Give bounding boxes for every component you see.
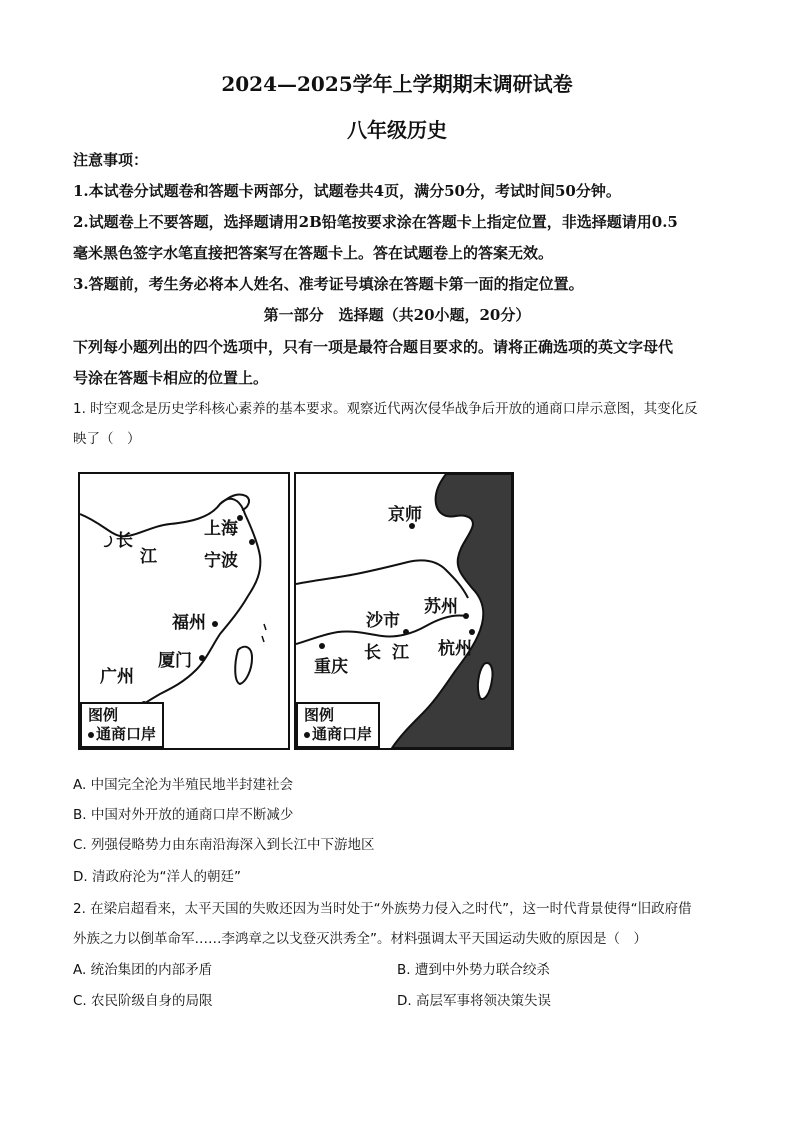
- map-1-label-fuzhou: 福州: [172, 613, 206, 633]
- q2-option-d: D. 高层军事将领决策失误: [397, 993, 551, 1009]
- map-1-legend-item: 通商口岸: [96, 725, 157, 743]
- part1-instruction-line-1: 下列每小题列出的四个选项中，只有一项是最符合题目要求的。请将正确选项的英文字母代: [73, 338, 674, 356]
- map-2-legend-item: 通商口岸: [312, 725, 373, 743]
- q1-option-a: A. 中国完全沦为半殖民地半封建社会: [73, 777, 294, 793]
- map-2-legend: [296, 702, 380, 748]
- q1-option-d: D. 清政府沦为“洋人的朝廷”: [73, 869, 241, 885]
- exam-title: 2024—2025学年上学期期末调研试卷: [221, 72, 573, 96]
- map-second-treaty-ports: [294, 472, 514, 750]
- map-1-label-xiamen: 厦门: [158, 651, 192, 671]
- map-1-label-chang: 长: [116, 531, 133, 551]
- q1-option-c: C. 列强侵略势力由东南沿海深入到长江中下游地区: [73, 837, 375, 853]
- part1-heading: 第一部分 选择题（共20小题，20分）: [263, 306, 531, 324]
- part1-instruction-line-2: 号涂在答题卡相应的位置上。: [73, 369, 269, 387]
- notes-item-1: 1.本试卷分试题卷和答题卡两部分，试题卷共4页，满分50分，考试时间50分钟。: [73, 182, 621, 200]
- q1-stem-line-1: 1. 时空观念是历史学科核心素养的基本要求。观察近代两次侵华战争后开放的通商口岸示意图，其变化反: [73, 401, 698, 417]
- map-2-label-hangzhou: 杭州: [438, 639, 472, 659]
- q2-option-b: B. 遭到中外势力联合绞杀: [397, 962, 550, 978]
- map-1-label-jiang: 江: [140, 547, 157, 567]
- q2-stem-line-2: 外族之力以倒革命军……李鸿章之以戈登灭洪秀全”。材料强调太平天国运动失败的原因是（ ）: [73, 931, 647, 947]
- map-2-label-chang: 长: [364, 643, 381, 663]
- map-1-label-guangzhou: 广州: [100, 667, 134, 687]
- exam-subtitle: 八年级历史: [347, 118, 447, 142]
- q2-option-c: C. 农民阶级自身的局限: [73, 993, 213, 1009]
- map-2-label-chongqing: 重庆: [314, 657, 348, 677]
- notes-item-2-line-2: 毫米黑色签字水笔直接把答案写在答题卡上。答在试题卷上的答案无效。: [73, 244, 554, 262]
- map-2-label-shashi: 沙市: [366, 611, 400, 631]
- notes-heading: 注意事项：: [73, 151, 149, 169]
- map-2-label-suzhou: 苏州: [424, 597, 458, 617]
- map-1-legend-title: 图例: [88, 706, 119, 724]
- port-dot-icon: [88, 732, 94, 738]
- q1-option-b: B. 中国对外开放的通商口岸不断减少: [73, 807, 294, 823]
- q1-stem-line-2: 映了（ ）: [73, 431, 141, 447]
- notes-item-3: 3.答题前，考生务必将本人姓名、准考证号填涂在答题卡第一面的指定位置。: [73, 275, 584, 293]
- map-1-legend: [80, 702, 164, 748]
- map-1-label-ningbo: 宁波: [204, 551, 238, 571]
- q2-option-a: A. 统治集团的内部矛盾: [73, 962, 213, 978]
- map-2-legend-row: [304, 725, 372, 744]
- q2-stem-line-1: 2. 在梁启超看来，太平天国的失败还因为当时处于“外族势力侵入之时代”，这一时代背景使得“旧政府借: [73, 901, 692, 917]
- port-dot-icon: [304, 732, 310, 738]
- map-1-label-shanghai: 上海: [204, 519, 238, 539]
- map-1-legend-row: [88, 725, 156, 744]
- map-first-opium-war-ports: [78, 472, 290, 750]
- map-2-label-jingshi: 京师: [388, 505, 422, 525]
- notes-item-2-line-1: 2.试题卷上不要答题，选择题请用2B铅笔按要求涂在答题卡上指定位置，非选择题请用0.5: [73, 213, 678, 231]
- map-2-label-jiang: 江: [392, 643, 409, 663]
- map-2-legend-title: 图例: [304, 706, 335, 724]
